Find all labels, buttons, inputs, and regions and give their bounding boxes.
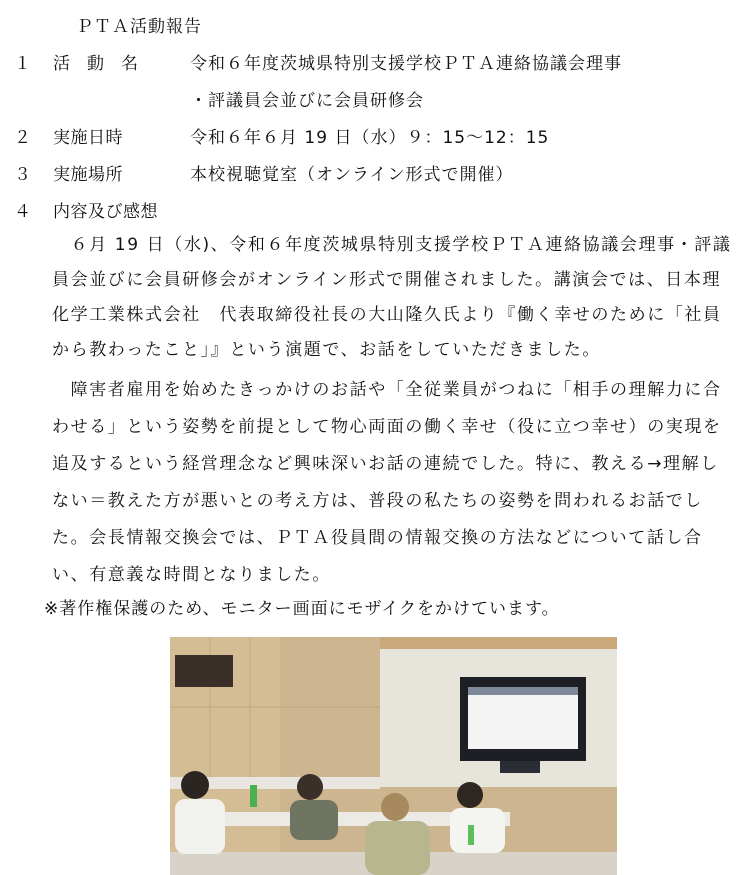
item-number-2: ２ xyxy=(14,128,31,148)
item-value-date: 令和６年６月 19 日（水）９：15～12：15 xyxy=(190,128,550,148)
body-line-10: い、有意義な時間となりました。 xyxy=(52,565,331,585)
item-value-activity-name-line-1: 令和６年度茨城県特別支援学校ＰＴＡ連絡協議会理事 xyxy=(190,54,622,74)
item-value-place: 本校視聴覚室（オンライン形式で開催） xyxy=(190,165,514,185)
item-label-date: 実施日時 xyxy=(53,128,123,148)
item-number-3: ３ xyxy=(14,165,31,185)
copyright-note: ※著作権保護のため、モニター画面にモザイクをかけています。 xyxy=(44,599,560,619)
body-line-3: 化学工業株式会社 代表取締役社長の大山隆久氏より『働く幸せのために「社員 xyxy=(52,305,722,325)
item-label-place: 実施場所 xyxy=(53,165,123,185)
body-line-9: た。会長情報交換会では、ＰＴＡ役員間の情報交換の方法などについて話し合 xyxy=(52,528,703,548)
item-label-activity-name: 活 動 名 xyxy=(53,54,138,74)
page-title: ＰＴＡ活動報告 xyxy=(76,17,202,37)
item-number-1: １ xyxy=(14,54,31,74)
item-label-content: 内容及び感想 xyxy=(53,202,158,222)
photo-illustration xyxy=(170,637,617,875)
body-line-7: 追及するという経営理念など興味深いお話の連続でした。特に、教える→理解し xyxy=(52,454,719,474)
body-line-1: ６月 19 日（水)、令和６年度茨城県特別支援学校ＰＴＡ連絡協議会理事・評議 xyxy=(52,235,732,255)
body-line-2: 員会並びに会員研修会がオンライン形式で開催されました。講演会では、日本理 xyxy=(52,270,722,290)
item-value-activity-name-line-2: ・評議員会並びに会員研修会 xyxy=(190,91,424,111)
body-line-4: から教わったこと」』という演題で、お話をしていただきました。 xyxy=(52,340,601,360)
body-line-6: わせる」という姿勢を前提として物心両面の働く幸せ（役に立つ幸せ）の実現を xyxy=(52,417,722,437)
item-number-4: ４ xyxy=(14,202,31,222)
body-line-5: 障害者雇用を始めたきっかけのお話や「全従業員がつねに「相手の理解力に合 xyxy=(52,380,722,400)
meeting-room-photo xyxy=(170,637,617,875)
body-line-8: ない＝教えた方が悪いとの考え方は、普段の私たちの姿勢を問われるお話でし xyxy=(52,491,703,511)
